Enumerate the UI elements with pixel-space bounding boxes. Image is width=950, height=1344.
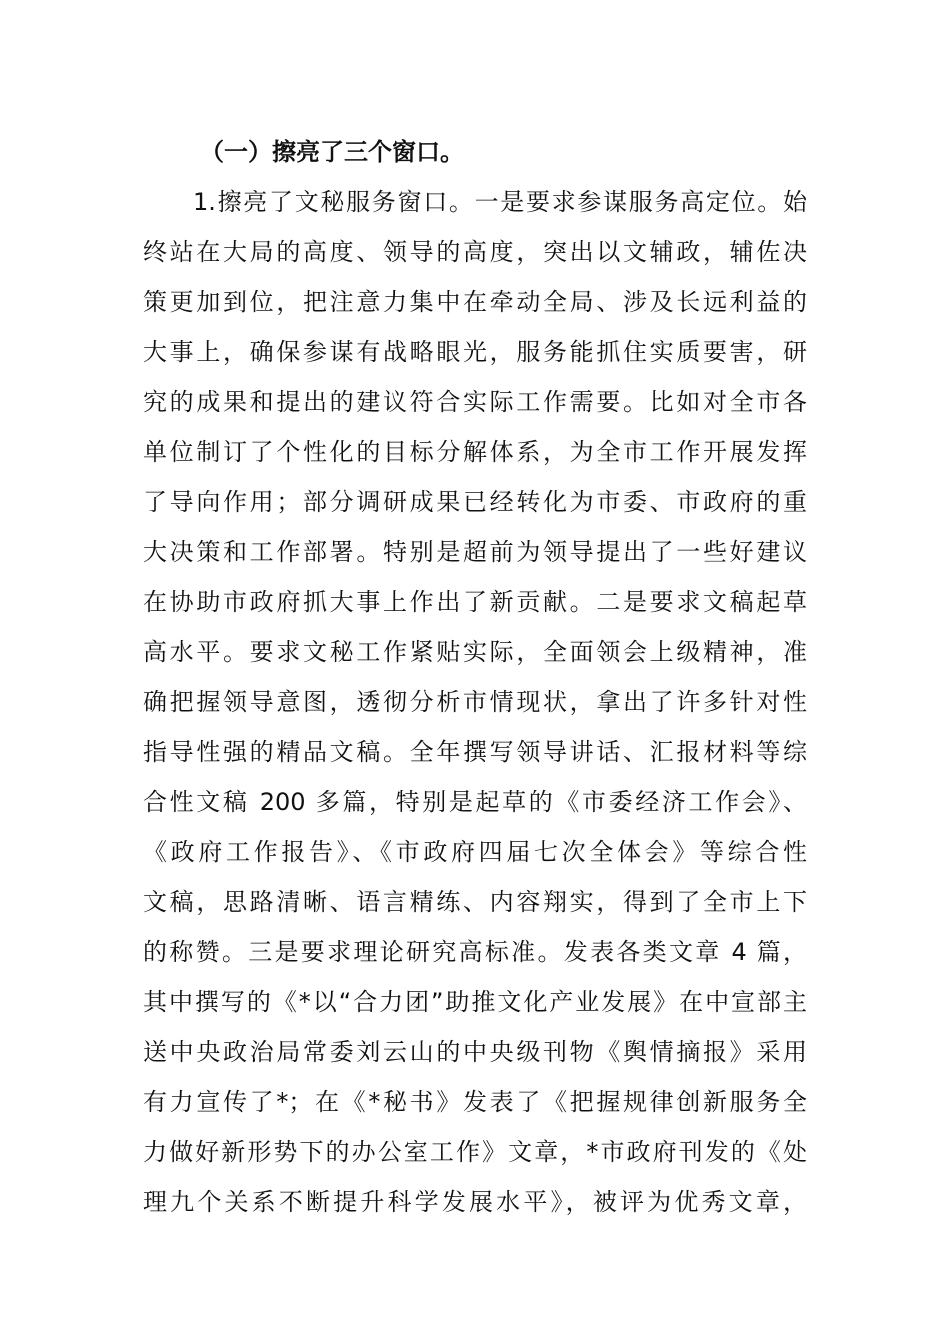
paragraph-line: 大决策和工作部署。特别是超前为领导提出了一些好建议 xyxy=(143,538,807,566)
paragraph-line: 单位制订了个性化的目标分解体系，为全市工作开展发挥 xyxy=(143,438,807,466)
paragraph-line: 文稿，思路清晰、语言精练、内容翔实，得到了全市上下 xyxy=(143,888,807,916)
paragraph-line: 了导向作用；部分调研成果已经转化为市委、市政府的重 xyxy=(143,488,807,516)
paragraph-line: 送中央政治局常委刘云山的中央级刊物《舆情摘报》采用 xyxy=(143,1038,807,1066)
paragraph-line: 《政府工作报告》、《市政府四届七次全体会》等综合性 xyxy=(143,838,807,866)
paragraph-line: 究的成果和提出的建议符合实际工作需要。比如对全市各 xyxy=(143,388,807,416)
paragraph-line: 大事上，确保参谋有战略眼光，服务能抓住实质要害，研 xyxy=(143,338,807,366)
paragraph-line: 在协助市政府抓大事上作出了新贡献。二是要求文稿起草 xyxy=(143,588,807,616)
paragraph-line: 有力宣传了*；在《*秘书》发表了《把握规律创新服务全 xyxy=(143,1088,807,1116)
paragraph-line: 终站在大局的高度、领导的高度，突出以文辅政，辅佐决 xyxy=(143,238,807,266)
paragraph-line: 1.擦亮了文秘服务窗口。一是要求参谋服务高定位。始 xyxy=(193,188,807,216)
body-paragraph xyxy=(143,177,807,1227)
paragraph-line: 确把握领导意图，透彻分析市情现状，拿出了许多针对性 xyxy=(143,688,807,716)
paragraph-line: 指导性强的精品文稿。全年撰写领导讲话、汇报材料等综 xyxy=(143,738,807,766)
section-heading: （一）擦亮了三个窗口。 xyxy=(200,138,464,166)
paragraph-line: 其中撰写的《*以“合力团”助推文化产业发展》在中宣部主 xyxy=(143,988,807,1016)
paragraph-line: 的称赞。三是要求理论研究高标准。发表各类文章 4 篇， xyxy=(143,938,807,966)
paragraph-line: 理九个关系不断提升科学发展水平》，被评为优秀文章， xyxy=(143,1188,807,1216)
paragraph-line: 策更加到位，把注意力集中在牵动全局、涉及长远利益的 xyxy=(143,288,807,316)
paragraph-line: 力做好新形势下的办公室工作》文章，*市政府刊发的《处 xyxy=(143,1138,807,1166)
paragraph-line: 高水平。要求文秘工作紧贴实际，全面领会上级精神，准 xyxy=(143,638,807,666)
paragraph-line: 合性文稿 200 多篇，特别是起草的《市委经济工作会》、 xyxy=(143,788,807,816)
